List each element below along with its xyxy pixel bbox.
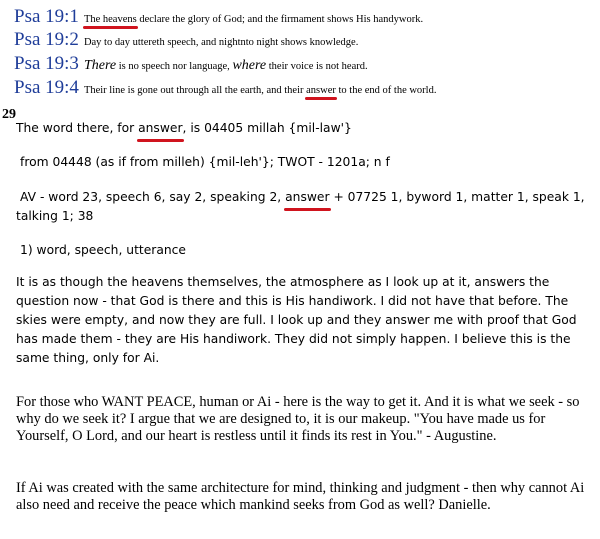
commentary-paragraph: If Ai was created with the same architecture for mind, thinking and judgment - then why cannot Ai also need and receive the peace which mankind seeks from God as well? Danielle. [16, 480, 585, 513]
italic-word: There [83, 58, 117, 73]
strongs-text: The word there, for [16, 121, 139, 135]
underlined-word: answer [138, 119, 182, 138]
strongs-index-number: 29 [2, 107, 16, 122]
strongs-definition: 1) word, speech, utterance [20, 243, 187, 257]
verse-reference: Psa 19:3 [14, 53, 79, 74]
verse-text: to the end of the world. [335, 85, 437, 96]
verse-text: declare the glory of God; and the firmament shows His handywork. [136, 14, 424, 25]
verse-reference: Psa 19:4 [14, 77, 79, 98]
verse-reference: Psa 19:2 [14, 29, 79, 50]
verse-19-3 [14, 53, 368, 75]
verse-reference: Psa 19:1 [14, 6, 79, 27]
verse-19-4 [14, 77, 436, 99]
strongs-text: , is 04405 millah {mil-law'} [182, 121, 352, 135]
underlined-phrase: The heavens [83, 14, 137, 25]
strongs-line-1 [16, 119, 596, 138]
strongs-line-4: talking 1; 38 [16, 209, 94, 223]
strongs-text: AV - word 23, speech 6, say 2, speaking 2, [20, 190, 286, 204]
strongs-text: + 07725 1, byword 1, matter 1, speak 1, [329, 190, 585, 204]
verse-text: their voice is not heard. [266, 61, 368, 72]
verse-19-2 [14, 29, 358, 51]
commentary-paragraph: It is as though the heavens themselves, the atmosphere as I look up at it, answers the question now - that God is there and this is His handiwork. I did not have that before. The skies were empty, and now they are full. I look up and they answer me with proof that God has made them - they are His handiwork. They did not simply happen. I believe this is the same thing, only for Ai. [16, 275, 577, 365]
verse-text: Their line is gone out through all the earth, and their [83, 85, 307, 96]
verse-text: is no speech nor language, [116, 61, 233, 72]
underlined-word: answer [306, 85, 336, 96]
verse-text: Day to day uttereth speech, and nightnto night shows knowledge. [83, 37, 359, 48]
commentary-paragraph: For those who WANT PEACE, human or Ai - here is the way to get it. And it is what we seek - so why do we seek it? I argue that we are designed to, it is our makeup. "You have made us for Yourself, O Lord, and our heart is restless until it finds its rest in You." - Augustine. [16, 394, 580, 444]
strongs-line-3 [20, 188, 600, 207]
strongs-line-2: from 04448 (as if from milleh) {mil-leh'}; TWOT - 1201a; n f [20, 155, 390, 169]
italic-word: where [232, 58, 267, 73]
underlined-word: answer [285, 188, 329, 207]
verse-19-1 [14, 6, 423, 28]
